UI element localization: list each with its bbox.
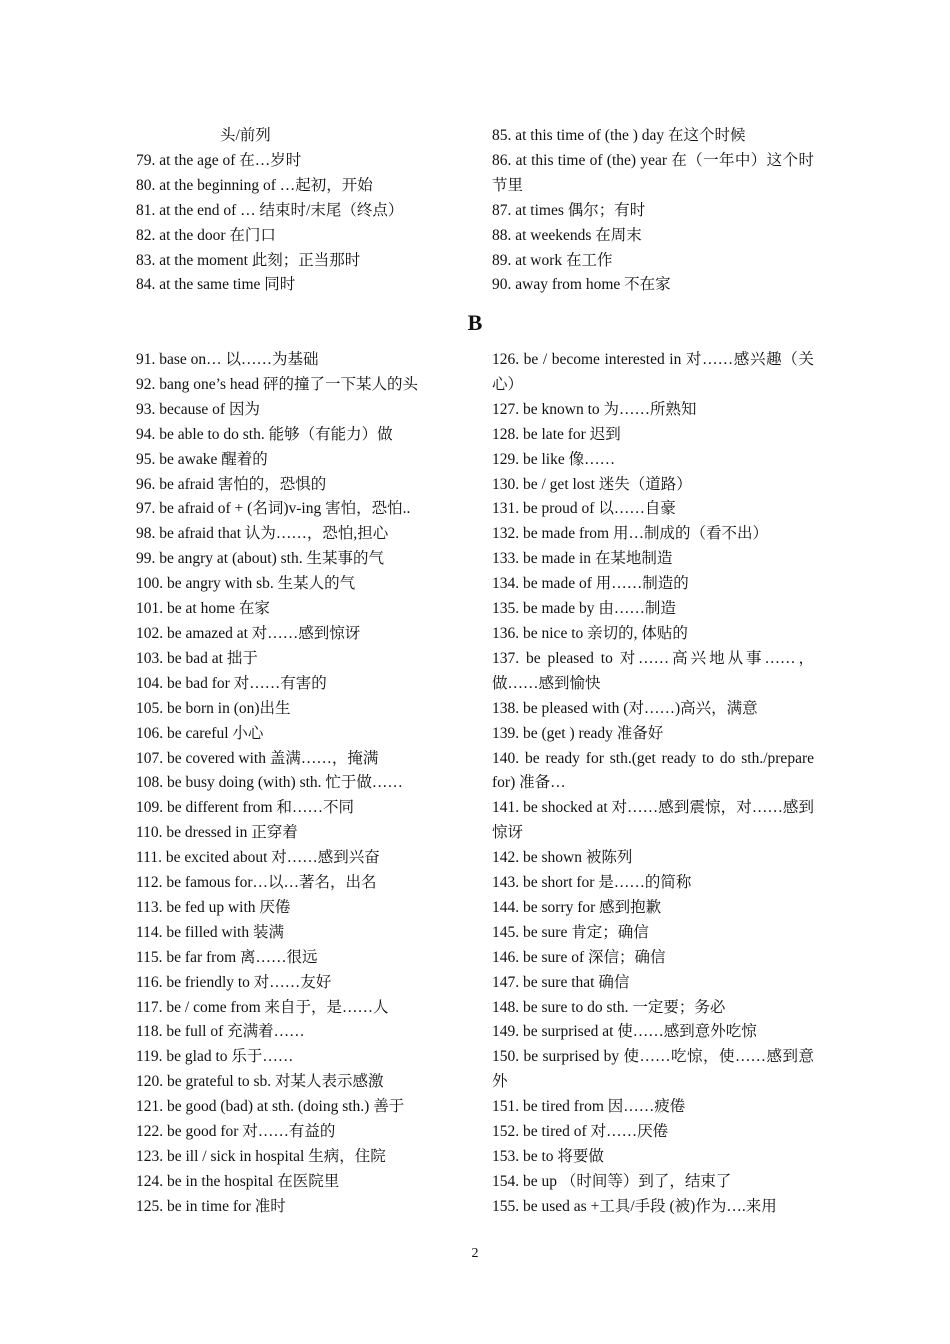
list-item: 118. be full of 充满着…… <box>136 1023 305 1041</box>
list-item: 110. be dressed in 正穿着 <box>136 824 298 842</box>
list-item: 112. be famous for…以…著名，出名 <box>136 874 377 892</box>
list-item: 100. be angry with sb. 生某人的气 <box>136 575 356 593</box>
list-item: 104. be bad for 对……有害的 <box>136 674 327 692</box>
list-item: 126. be / become interested in 对……感兴趣（关心） <box>492 351 814 393</box>
list-item: 96. be afraid 害怕的，恐惧的 <box>136 475 327 493</box>
list-item: 153. be to 将要做 <box>492 1148 604 1165</box>
list-item: 151. be tired from 因……疲倦 <box>492 1098 686 1116</box>
list-item: 122. be good for 对……有益的 <box>136 1123 336 1141</box>
list-item: 83. at the moment 此刻；正当那时 <box>136 251 361 269</box>
right-column <box>492 348 814 1220</box>
list-item: 108. be busy doing (with) sth. 忙于做…… <box>136 774 403 792</box>
list-item: 88. at weekends 在周末 <box>492 226 642 244</box>
list-item: 120. be grateful to sb. 对某人表示感激 <box>136 1073 384 1091</box>
list-item: 111. be excited about 对……感到兴奋 <box>136 849 380 867</box>
list-item: 140. be ready for sth.(get ready to do sth./prepare for) 准备… <box>492 749 814 792</box>
list-item: 144. be sorry for 感到抱歉 <box>492 898 662 916</box>
list-item: 121. be good (bad) at sth. (doing sth.) 善于 <box>136 1098 405 1116</box>
list-item: 85. at this time of (the ) day 在这个时候 <box>492 127 746 144</box>
list-item: 98. be afraid that 认为……，恐怕,担心 <box>136 525 389 543</box>
list-item: 147. be sure that 确信 <box>492 973 630 991</box>
list-item: 141. be shocked at 对……感到震惊，对……感到惊讶 <box>492 799 814 842</box>
list-item: 123. be ill / sick in hospital 生病，住院 <box>136 1148 386 1165</box>
list-item: 113. be fed up with 厌倦 <box>136 898 291 916</box>
left-column <box>136 348 466 1220</box>
top-left-column <box>136 124 466 298</box>
list-item: 109. be different from 和……不同 <box>136 799 354 817</box>
list-item: 107. be covered with 盖满……，掩满 <box>136 749 379 767</box>
list-item: 89. at work 在工作 <box>492 251 613 269</box>
list-item: 143. be short for 是……的简称 <box>492 874 692 892</box>
list-item: 115. be far from 离……很远 <box>136 948 318 966</box>
list-item: 124. be in the hospital 在医院里 <box>136 1172 340 1190</box>
list-item: 131. be proud of 以……自豪 <box>492 500 676 518</box>
list-item: 127. be known to 为……所熟知 <box>492 400 697 418</box>
list-item: 128. be late for 迟到 <box>492 425 621 443</box>
list-item: 155. be used as +工具/手段 (被)作为….来用 <box>492 1197 777 1215</box>
list-item: 148. be sure to do sth. 一定要；务必 <box>492 998 726 1016</box>
list-item: 154. be up （时间等）到了，结束了 <box>492 1172 732 1190</box>
list-item: 80. at the beginning of …起初，开始 <box>136 176 373 194</box>
list-item: 146. be sure of 深信；确信 <box>492 948 666 966</box>
list-item: 106. be careful 小心 <box>136 724 264 742</box>
list-item: 91. base on… 以……为基础 <box>136 351 319 368</box>
list-item: 101. be at home 在家 <box>136 600 270 618</box>
list-item: 头/前列 <box>220 127 271 144</box>
list-item: 94. be able to do sth. 能够（有能力）做 <box>136 425 393 443</box>
list-item: 116. be friendly to 对……友好 <box>136 973 332 991</box>
list-item: 150. be surprised by 使……吃惊，使……感到意外 <box>492 1048 814 1091</box>
list-item: 84. at the same time 同时 <box>136 276 296 294</box>
list-item: 102. be amazed at 对……感到惊讶 <box>136 624 361 642</box>
list-item: 129. be like 像…… <box>492 450 616 468</box>
list-item: 99. be angry at (about) sth. 生某事的气 <box>136 550 384 568</box>
list-item: 134. be made of 用……制造的 <box>492 575 689 593</box>
top-right-column <box>492 124 814 298</box>
list-item: 90. away from home 不在家 <box>492 276 671 294</box>
list-item: 79. at the age of 在…岁时 <box>136 151 302 169</box>
list-item: 145. be sure 肯定；确信 <box>492 923 649 941</box>
list-item: 82. at the door 在门口 <box>136 226 276 244</box>
list-item: 117. be / come from 来自于，是……人 <box>136 998 389 1016</box>
list-item: 81. at the end of … 结束时/末尾（终点） <box>136 201 404 219</box>
list-item: 133. be made in 在某地制造 <box>492 550 673 568</box>
list-item: 130. be / get lost 迷失（道路） <box>492 475 692 493</box>
list-item: 105. be born in (on)出生 <box>136 699 291 717</box>
list-item: 149. be surprised at 使……感到意外吃惊 <box>492 1023 757 1041</box>
list-item: 142. be shown 被陈列 <box>492 849 633 867</box>
list-item: 92. bang one’s head 砰的撞了一下某人的头 <box>136 375 418 393</box>
list-item: 86. at this time of (the) year 在（一年中）这个时节里 <box>492 151 814 194</box>
list-item: 95. be awake 醒着的 <box>136 450 268 468</box>
page-number: 2 <box>471 1246 479 1261</box>
list-item: 93. because of 因为 <box>136 400 260 418</box>
list-item: 119. be glad to 乐于…… <box>136 1048 294 1066</box>
section-heading: B <box>467 310 483 335</box>
list-item: 137. be pleased to 对……高兴地从事……，做……感到愉快 <box>492 649 814 692</box>
list-item: 125. be in time for 准时 <box>136 1197 286 1215</box>
list-item: 103. be bad at 拙于 <box>136 649 258 667</box>
list-item: 87. at times 偶尔；有时 <box>492 201 646 219</box>
list-item: 138. be pleased with (对……)高兴，满意 <box>492 699 758 717</box>
list-item: 97. be afraid of + (名词)v-ing 害怕，恐怕.. <box>136 500 411 518</box>
list-item: 132. be made from 用…制成的（看不出） <box>492 525 768 543</box>
list-item: 135. be made by 由……制造 <box>492 600 676 618</box>
list-item: 152. be tired of 对……厌倦 <box>492 1123 669 1141</box>
list-item: 136. be nice to 亲切的, 体贴的 <box>492 624 688 642</box>
list-item: 139. be (get ) ready 准备好 <box>492 724 664 742</box>
list-item: 114. be filled with 装满 <box>136 923 284 941</box>
